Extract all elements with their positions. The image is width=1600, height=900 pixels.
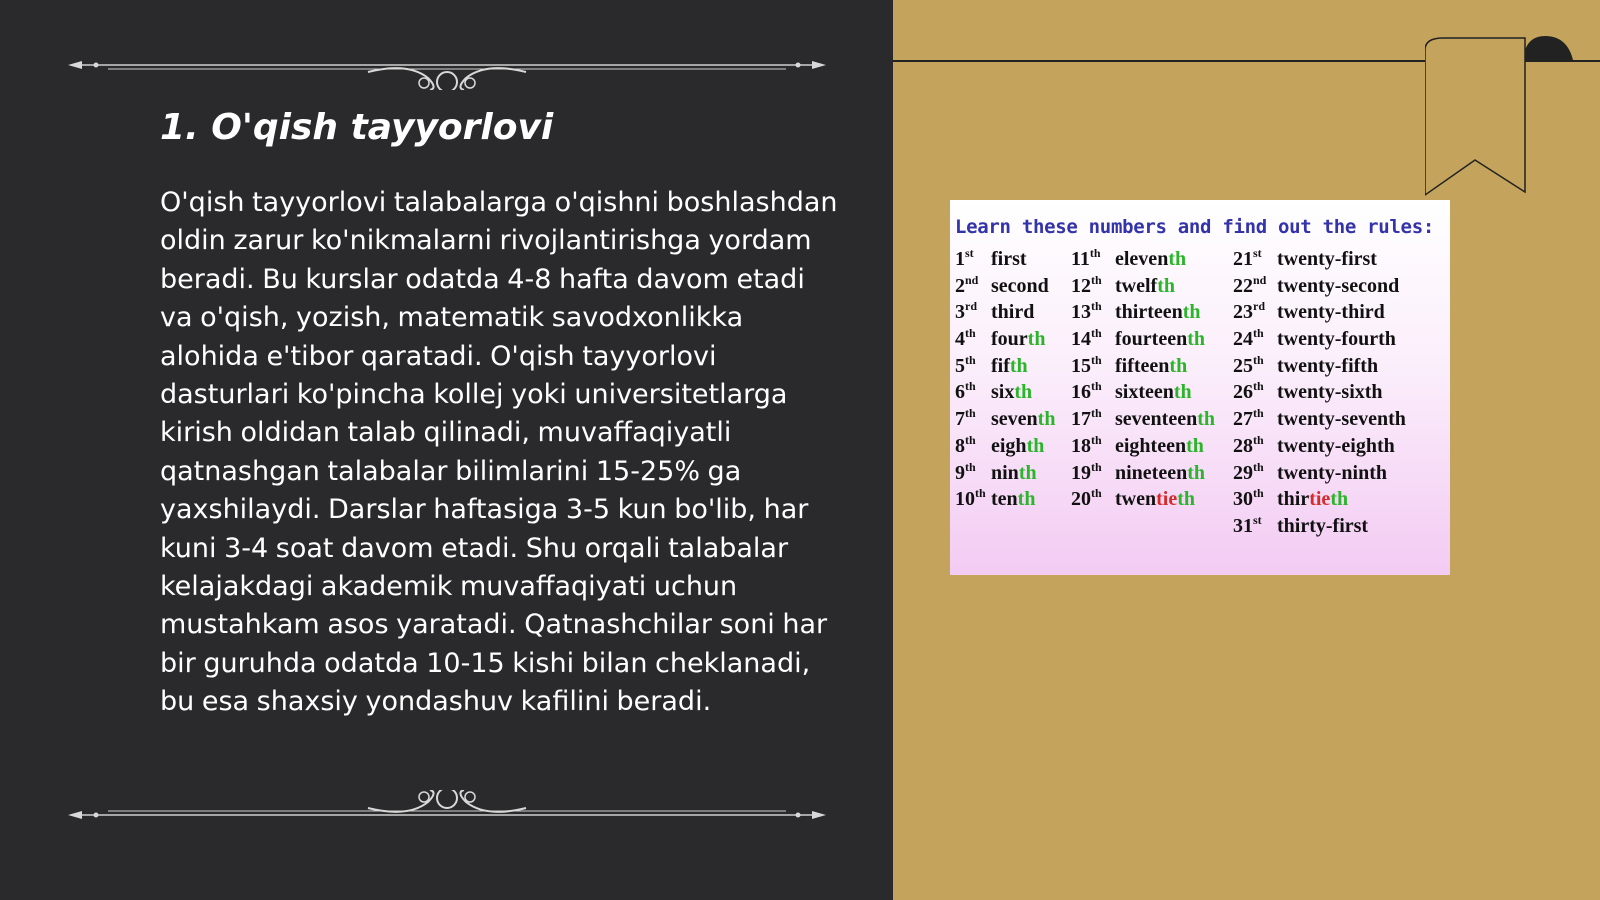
ordinal-row-11 — [1071, 248, 1233, 275]
ordinal-suffix-sup: th — [1253, 432, 1264, 447]
ordinal-word-suffix: th — [1009, 354, 1028, 377]
ordinal-word-suffix: th — [1197, 408, 1215, 431]
ordinal-suffix-sup: th — [1091, 299, 1102, 314]
ordinal-row-12 — [1071, 272, 1233, 302]
ordinal-word-suffix: th — [1168, 248, 1187, 270]
ordinal-number: 30th — [1233, 486, 1264, 511]
ordinal-suffix-sup: th — [965, 432, 976, 447]
ordinal-word: third — [991, 301, 1035, 324]
ordinal-word: four — [991, 328, 1028, 351]
ordinal-word-suffix: th — [1187, 461, 1206, 484]
ordinal-number: 9th — [955, 459, 976, 484]
ordinal-number: 5th — [955, 352, 976, 377]
ordinal-row-29 — [1233, 459, 1445, 489]
ordinal-word: twenty-sixth — [1277, 381, 1383, 404]
ordinal-number: 4th — [955, 326, 976, 351]
ordinal-suffix-sup: th — [1091, 406, 1102, 421]
ordinal-word-suffix: th — [1037, 408, 1056, 431]
ordinal-word: thirteen — [1115, 301, 1183, 324]
ordinal-number: 2nd — [955, 272, 979, 297]
ordinal-suffix-sup: th — [1091, 432, 1102, 447]
ordinal-row-21 — [1233, 248, 1445, 275]
ordinal-suffix-sup: th — [1091, 352, 1102, 367]
ordinal-row-4 — [955, 328, 1071, 355]
ordinal-word-suffix: th — [1018, 461, 1037, 484]
ordinal-word-suffix: th — [1187, 328, 1205, 351]
ordinal-row-3 — [955, 301, 1071, 328]
ordinal-suffix-sup: th — [1253, 379, 1264, 394]
ordinal-row-2 — [955, 272, 1071, 302]
slide-title: 1. O'qish tayyorlovi — [160, 107, 554, 148]
ordinal-number: 14th — [1071, 326, 1102, 351]
ordinal-suffix-sup: th — [1091, 379, 1102, 394]
ordinal-number: 12th — [1071, 272, 1102, 297]
ordinal-word: twenty-fifth — [1277, 354, 1379, 377]
ordinal-word: second — [991, 274, 1049, 297]
ordinal-number: 19th — [1071, 459, 1102, 484]
ordinal-suffix-sup: nd — [965, 272, 979, 287]
ordinal-number: 20th — [1071, 486, 1102, 511]
ordinal-word: nineteen — [1115, 461, 1188, 484]
ornament-divider-bottom — [68, 790, 826, 830]
ordinal-number: 27th — [1233, 406, 1264, 431]
ordinal-number: 15th — [1071, 352, 1102, 377]
ordinal-number: 1st — [955, 246, 974, 270]
ordinal-suffix-sup: nd — [1253, 272, 1267, 287]
ordinal-word-suffix: tie — [1309, 488, 1331, 511]
ordinal-number: 10th — [955, 486, 986, 511]
ordinal-word: six — [991, 381, 1015, 404]
ordinal-number: 13th — [1071, 299, 1102, 324]
ordinal-word-suffix: th — [1017, 488, 1036, 511]
ordinal-number: 23rd — [1233, 299, 1265, 324]
ordinal-word: fifteen — [1115, 354, 1170, 377]
ordinal-word: twenty-first — [1277, 248, 1377, 270]
ordinal-word-suffix-th: th — [1330, 488, 1349, 511]
ordinal-word: ten — [991, 488, 1018, 511]
ordinal-row-27 — [1233, 408, 1445, 435]
ordinal-word-suffix: th — [1182, 301, 1201, 324]
ordinal-row-18 — [1071, 432, 1233, 462]
ordinal-column-3 — [1233, 248, 1445, 542]
ordinal-column-1 — [955, 248, 1071, 542]
ordinal-word: first — [991, 248, 1027, 270]
ordinal-word: twenty-third — [1277, 301, 1385, 324]
ordinal-word: twenty-second — [1277, 274, 1400, 297]
ordinal-suffix-sup: th — [1091, 326, 1102, 341]
ordinal-word-suffix: th — [1169, 354, 1188, 377]
ordinal-suffix-sup: st — [965, 246, 974, 260]
ordinal-row-6 — [955, 381, 1071, 408]
ordinal-row-20 — [1071, 488, 1233, 515]
ordinal-row-7 — [955, 408, 1071, 435]
ordinal-suffix-sup: th — [1091, 486, 1102, 501]
ordinal-row-8 — [955, 432, 1071, 462]
ordinal-suffix-sup: th — [975, 486, 986, 501]
ordinal-suffix-sup: th — [965, 352, 976, 367]
ordinal-number: 28th — [1233, 432, 1264, 457]
ordinal-number: 6th — [955, 379, 976, 404]
ordinal-suffix-sup: th — [965, 406, 976, 421]
ordinal-row-1 — [955, 248, 1071, 275]
ordinal-word: twenty-seventh — [1277, 408, 1406, 431]
ordinal-word-suffix: th — [1027, 328, 1046, 351]
ordinal-suffix-sup: th — [1253, 326, 1264, 341]
ordinal-word: thirty-first — [1277, 514, 1369, 537]
ordinal-number: 25th — [1233, 352, 1264, 377]
ordinal-word: twenty-fourth — [1277, 328, 1396, 351]
ordinal-number: 26th — [1233, 379, 1264, 404]
ordinal-row-9 — [955, 459, 1071, 489]
ordinal-word: twenty-eighth — [1277, 434, 1395, 457]
ordinal-row-28 — [1233, 432, 1445, 462]
ordinal-suffix-sup: rd — [965, 299, 977, 314]
ordinal-row-5 — [955, 352, 1071, 382]
ordinal-suffix-sup: th — [965, 459, 976, 474]
ordinal-suffix-sup: th — [965, 326, 976, 341]
ordinal-number: 8th — [955, 432, 976, 457]
ordinal-word-suffix: th — [1173, 381, 1192, 404]
ordinal-column-2 — [1071, 248, 1233, 542]
ordinal-suffix-sup: st — [1253, 246, 1262, 260]
ordinal-word-suffix: th — [1014, 381, 1033, 404]
numbers-image-title: Learn these numbers and find out the rules: — [955, 216, 1434, 238]
ordinal-row-25 — [1233, 352, 1445, 382]
ordinal-row-13 — [1071, 301, 1233, 328]
ornament-divider-top — [68, 50, 826, 90]
ordinal-suffix-sup: st — [1253, 512, 1262, 527]
ordinal-row-30 — [1233, 488, 1445, 515]
ordinal-row-17 — [1071, 408, 1233, 435]
ordinal-word: twen — [1115, 488, 1157, 511]
ordinal-word: eigh — [991, 434, 1027, 457]
ordinal-word: twelf — [1115, 274, 1158, 297]
bookmark-ribbon-icon — [1425, 30, 1600, 205]
ordinal-word: twenty-ninth — [1277, 461, 1388, 484]
ordinal-suffix-sup: th — [1253, 352, 1264, 367]
ordinal-row-14 — [1071, 328, 1233, 355]
ordinal-word: sixteen — [1115, 381, 1174, 404]
ordinal-number: 18th — [1071, 432, 1102, 457]
ordinal-word: fif — [991, 354, 1010, 377]
ordinal-row-10 — [955, 488, 1071, 515]
ordinal-number: 21st — [1233, 246, 1262, 270]
ordinal-number: 29th — [1233, 459, 1264, 484]
ordinal-word-suffix: th — [1186, 434, 1204, 457]
ordinal-row-15 — [1071, 352, 1233, 382]
ordinal-row-23 — [1233, 301, 1445, 328]
ordinal-word: thir — [1277, 488, 1310, 511]
ordinal-row-22 — [1233, 272, 1445, 302]
ordinal-row-19 — [1071, 459, 1233, 489]
ordinal-word: nin — [991, 461, 1019, 484]
ordinal-columns — [955, 248, 1446, 542]
ordinal-suffix-sup: th — [965, 379, 976, 394]
ordinal-suffix-sup: th — [1253, 406, 1264, 421]
ordinal-suffix-sup: rd — [1253, 299, 1265, 314]
ordinal-suffix-sup: th — [1253, 459, 1264, 474]
ordinal-word-suffix: th — [1157, 274, 1175, 297]
ordinal-word: seventeen — [1115, 408, 1198, 431]
ordinal-number: 7th — [955, 406, 976, 431]
slide-body-text: O'qish tayyorlovi talabalarga o'qishni boshlashdan oldin zarur ko'nikmalarni rivojlantirishga yordam beradi. Bu kurslar odatda 4-8 hafta davom etadi va o'qish, yozish, matematik savodxonlikka alohida e'tibor qaratadi. O'qish tayyorlovi dasturlari ko'pincha kollej yoki universitetlarga kirish oldidan talab qilinadi, muvaffaqiyatli qatnashgan talabalar bilimlarini 15-25% ga yaxshilaydi. Darslar haftasiga 3-5 kun bo'lib, har kuni 3-4 soat davom etadi. Shu orqali talabalar kelajakdagi akademik muvaffaqiyati uchun mustahkam asos yaratadi. Qatnashchilar soni har bir guruhda odatda 10-15 kishi bilan cheklanadi, bu esa shaxsiy yondashuv kafilini beradi. — [160, 187, 838, 718]
ordinal-suffix-sup: th — [1091, 459, 1102, 474]
ordinal-number: 3rd — [955, 299, 977, 324]
ordinal-number: 17th — [1071, 406, 1102, 431]
ordinal-row-26 — [1233, 381, 1445, 408]
ordinal-numbers-image — [950, 200, 1450, 575]
ordinal-word: fourteen — [1115, 328, 1188, 351]
ordinal-number: 31st — [1233, 512, 1262, 537]
ordinal-word-suffix: th — [1026, 434, 1045, 457]
ordinal-word: eighteen — [1115, 434, 1187, 457]
ordinal-word-suffix-th: th — [1177, 488, 1195, 511]
ordinal-word: eleven — [1115, 248, 1169, 270]
ordinal-suffix-sup: th — [1089, 246, 1101, 260]
ordinal-number: 11th — [1071, 246, 1101, 270]
ordinal-suffix-sup: th — [1091, 272, 1102, 287]
ordinal-word-suffix: tie — [1156, 488, 1178, 511]
ordinal-word: seven — [991, 408, 1038, 431]
ordinal-number: 22nd — [1233, 272, 1267, 297]
ordinal-row-16 — [1071, 381, 1233, 408]
ordinal-row-31 — [1233, 512, 1445, 542]
ordinal-suffix-sup: th — [1253, 486, 1264, 501]
ordinal-row-24 — [1233, 328, 1445, 355]
ordinal-number: 16th — [1071, 379, 1102, 404]
ordinal-number: 24th — [1233, 326, 1264, 351]
